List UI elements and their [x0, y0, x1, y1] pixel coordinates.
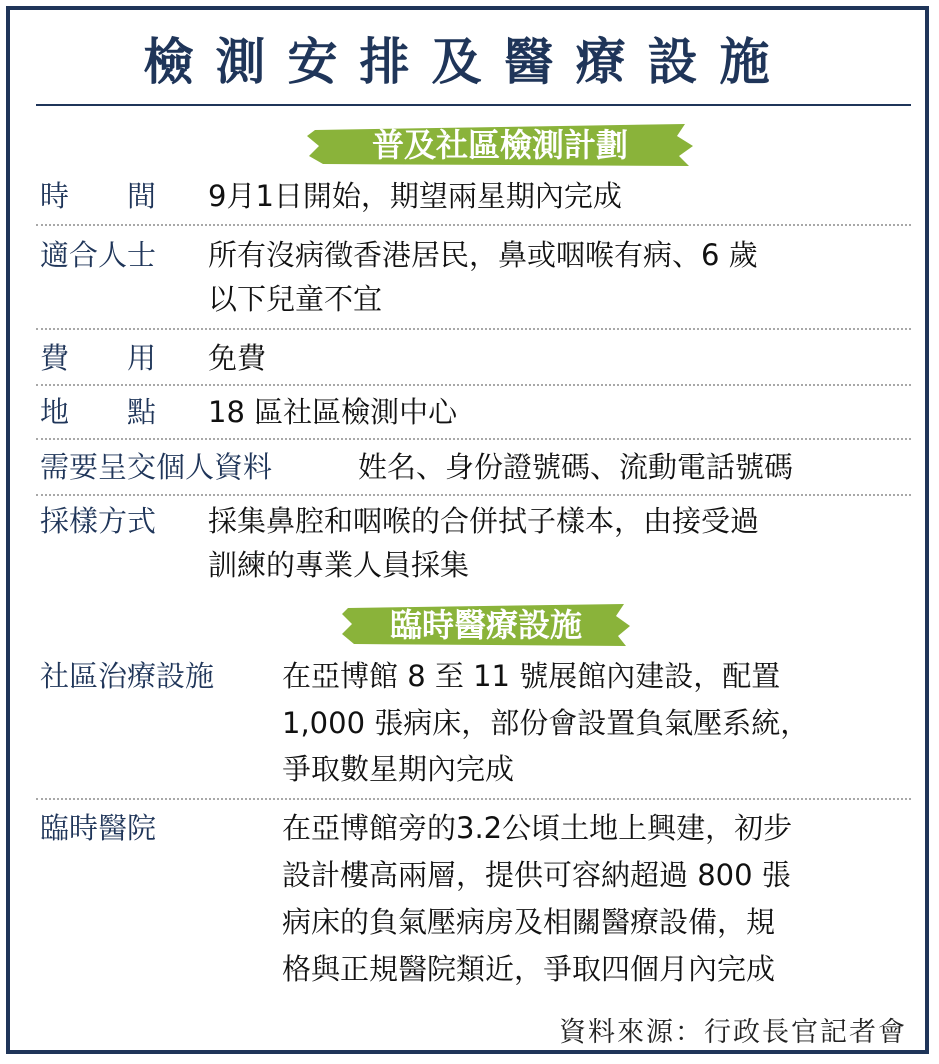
- row-value-location: 18 區社區檢測中心: [208, 395, 458, 429]
- row-value-temporary-hospital-line1: 在亞博館旁的3.2公頃土地上興建，初步: [282, 811, 793, 845]
- row-label-time: 時 間: [40, 179, 157, 213]
- row-value-eligibility-line2: 以下兒童不宜: [208, 282, 383, 316]
- row-value-fee: 免費: [208, 341, 267, 375]
- row-label-sampling: 採樣方式: [40, 504, 157, 538]
- row-value-temporary-hospital-line4: 格與正規醫院類近，爭取四個月內完成: [282, 952, 776, 986]
- row-label-fee: 費 用: [40, 341, 157, 375]
- row-value-eligibility-line1: 所有沒病徵香港居民，鼻或咽喉有病、6 歲: [208, 238, 758, 272]
- row-divider: [36, 384, 911, 386]
- row-divider: [36, 224, 911, 226]
- row-label-community-treatment: 社區治療設施: [40, 659, 215, 693]
- row-value-sampling-line2: 訓練的專業人員採集: [208, 548, 470, 582]
- section-banner-testing: [305, 122, 695, 168]
- section-banner-facilities: [340, 602, 632, 648]
- row-divider: [36, 798, 911, 800]
- row-value-temporary-hospital-line3: 病床的負氣壓病房及相關醫療設備，規: [282, 905, 776, 939]
- row-divider: [36, 328, 911, 330]
- row-divider: [36, 438, 911, 440]
- source-credit: 資料來源：行政長官記者會: [559, 1017, 907, 1048]
- page-title: 檢測安排及醫療設施: [143, 33, 792, 91]
- row-value-personal-data: 姓名、身份證號碼、流動電話號碼: [358, 450, 794, 484]
- row-label-personal-data: 需要呈交個人資料: [40, 450, 273, 484]
- row-value-community-treatment-line2: 1,000 張病床，部份會設置負氣壓系統，: [282, 706, 810, 740]
- row-value-temporary-hospital-line2: 設計樓高兩層，提供可容納超過 800 張: [282, 858, 791, 892]
- row-value-time: 9月1日開始，期望兩星期內完成: [208, 179, 622, 213]
- row-divider: [36, 494, 911, 496]
- title-divider: [36, 104, 911, 106]
- info-box: [6, 6, 929, 1054]
- row-label-eligibility: 適合人士: [40, 238, 157, 272]
- row-value-sampling-line1: 採集鼻腔和咽喉的合併拭子樣本，由接受過: [208, 504, 760, 538]
- row-label-location: 地 點: [40, 395, 157, 429]
- row-value-community-treatment-line3: 爭取數星期內完成: [282, 752, 515, 786]
- row-label-temporary-hospital: 臨時醫院: [40, 811, 157, 845]
- row-value-community-treatment-line1: 在亞博館 8 至 11 號展館內建設，配置: [282, 659, 781, 693]
- section-banner-label: 普及社區檢測計劃: [371, 126, 628, 164]
- section-banner-label: 臨時醫療設施: [389, 606, 582, 644]
